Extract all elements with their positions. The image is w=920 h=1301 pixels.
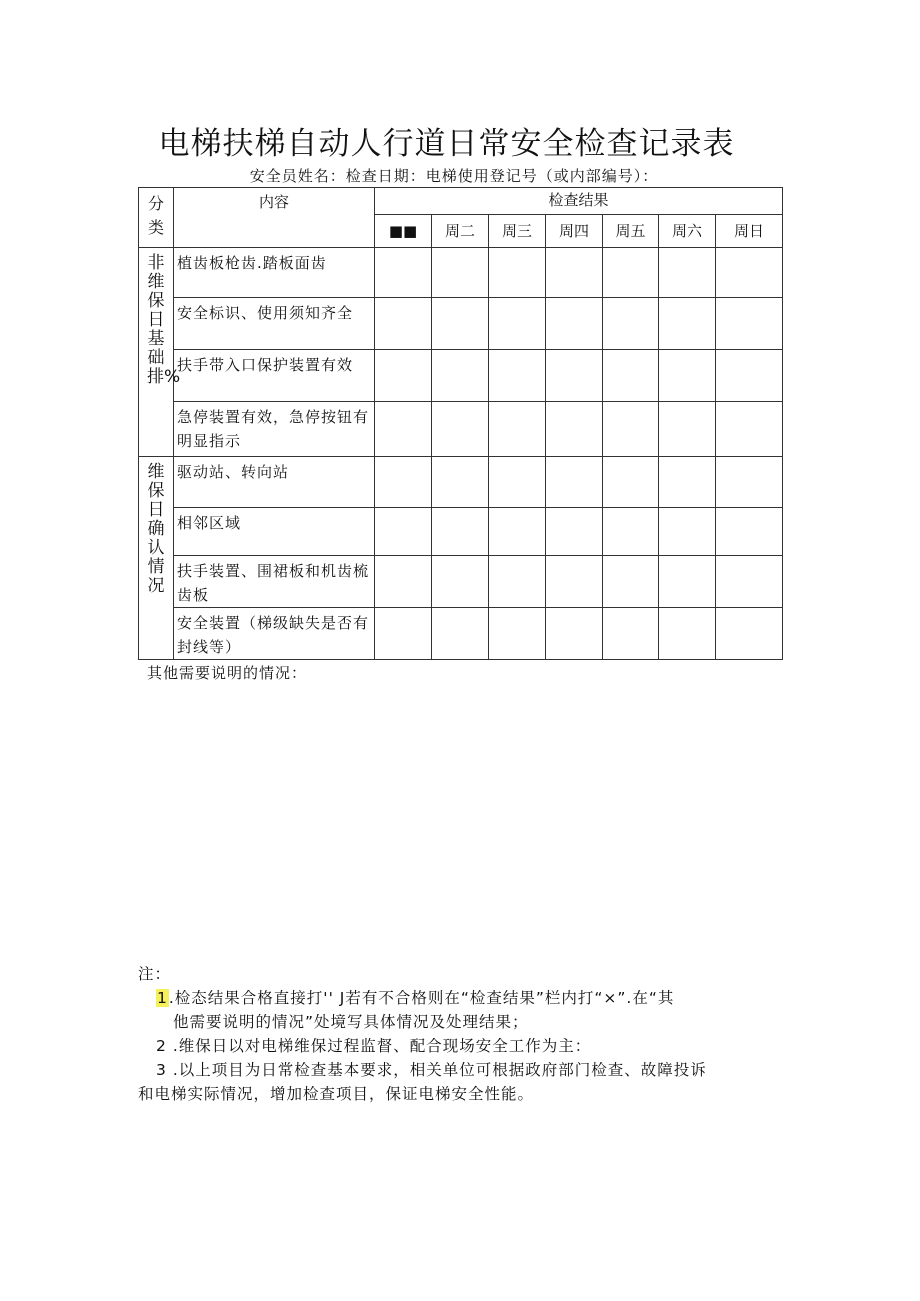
result-cell[interactable]	[489, 248, 546, 298]
day-header: 周二	[432, 215, 489, 248]
check-item: 安全标识、使用须知齐全	[174, 298, 375, 350]
result-cell[interactable]	[546, 248, 603, 298]
category-header: 分类	[139, 188, 174, 248]
day-header: 周三	[489, 215, 546, 248]
note-2-number: 2	[156, 1037, 167, 1055]
result-cell[interactable]	[432, 298, 489, 350]
result-cell[interactable]	[603, 350, 659, 402]
result-cell[interactable]	[716, 457, 783, 508]
day-header: 周六	[659, 215, 716, 248]
result-cell[interactable]	[716, 350, 783, 402]
check-item: 植齿板枪齿.踏板面齿	[174, 248, 375, 298]
result-cell[interactable]	[716, 248, 783, 298]
result-cell[interactable]	[489, 350, 546, 402]
result-cell[interactable]	[432, 608, 489, 660]
check-item: 急停装置有效，急停按钮有明显指示	[174, 402, 375, 457]
result-cell[interactable]	[375, 457, 432, 508]
result-cell[interactable]	[546, 298, 603, 350]
day-header: 周五	[603, 215, 659, 248]
check-item: 相邻区域	[174, 508, 375, 556]
result-cell[interactable]	[603, 608, 659, 660]
note-1-line-b: 他需要说明的情况”处境写具体情况及处理结果；	[173, 1013, 529, 1031]
result-cell[interactable]	[716, 608, 783, 660]
result-cell[interactable]	[432, 457, 489, 508]
content-header: 内容	[174, 188, 375, 248]
note-2-text: .维保日以对电梯维保过程监督、配合现场安全工作为主：	[172, 1037, 592, 1055]
day-header: 周日	[716, 215, 783, 248]
result-cell[interactable]	[659, 608, 716, 660]
notes-section	[138, 962, 788, 1106]
result-cell[interactable]	[603, 508, 659, 556]
result-header: 检查结果	[375, 188, 783, 215]
check-item: 驱动站、转向站	[174, 457, 375, 508]
result-cell[interactable]	[659, 457, 716, 508]
result-cell[interactable]	[489, 402, 546, 457]
note-3-text: .以上项目为日常检查基本要求，相关单位可根据政府部门检查、故障投诉	[172, 1061, 707, 1079]
info-line: 安全员姓名：检查日期：电梯使用登记号（或内部编号）：	[249, 167, 659, 185]
result-cell[interactable]	[546, 402, 603, 457]
inspection-table	[138, 187, 783, 660]
check-item: 安全装置（梯级缺失是否有封线等）	[174, 608, 375, 660]
result-cell[interactable]	[375, 608, 432, 660]
result-cell[interactable]	[659, 402, 716, 457]
result-cell[interactable]	[489, 298, 546, 350]
note-1-text: .检态结果合格直接打'' J若有不合格则在“检查结果”栏内打“×”.在“其	[168, 989, 675, 1007]
other-notes-label: 其他需要说明的情况：	[147, 664, 308, 682]
category-non-maintenance: 非维保日基础排%	[139, 248, 174, 457]
result-cell[interactable]	[489, 457, 546, 508]
note-3-line-b: 和电梯实际情况，增加检查项目，保证电梯安全性能。	[138, 1085, 535, 1103]
result-cell[interactable]	[489, 608, 546, 660]
result-cell[interactable]	[659, 556, 716, 608]
result-cell[interactable]	[489, 556, 546, 608]
result-cell[interactable]	[489, 508, 546, 556]
result-cell[interactable]	[659, 248, 716, 298]
result-cell[interactable]	[659, 508, 716, 556]
result-cell[interactable]	[546, 608, 603, 660]
result-cell[interactable]	[432, 350, 489, 402]
note-1-line-a	[138, 986, 788, 1010]
result-cell[interactable]	[375, 248, 432, 298]
result-cell[interactable]	[716, 402, 783, 457]
check-item: 扶手带入口保护装置有效	[174, 350, 375, 402]
notes-label: 注：	[138, 965, 172, 983]
result-cell[interactable]	[375, 508, 432, 556]
result-cell[interactable]	[603, 298, 659, 350]
note-2	[138, 1034, 788, 1058]
day-header: ■■	[375, 215, 432, 248]
result-cell[interactable]	[375, 350, 432, 402]
category-maintenance: 维保日确认情况	[139, 457, 174, 660]
result-cell[interactable]	[716, 508, 783, 556]
result-cell[interactable]	[716, 298, 783, 350]
result-cell[interactable]	[659, 298, 716, 350]
result-cell[interactable]	[546, 457, 603, 508]
result-cell[interactable]	[546, 556, 603, 608]
result-cell[interactable]	[375, 556, 432, 608]
result-cell[interactable]	[603, 248, 659, 298]
result-cell[interactable]	[375, 402, 432, 457]
result-cell[interactable]	[659, 350, 716, 402]
result-cell[interactable]	[375, 298, 432, 350]
result-cell[interactable]	[603, 556, 659, 608]
result-cell[interactable]	[716, 556, 783, 608]
page-title: 电梯扶梯自动人行道日常安全检查记录表	[158, 126, 735, 162]
result-cell[interactable]	[432, 508, 489, 556]
result-cell[interactable]	[546, 350, 603, 402]
result-cell[interactable]	[603, 457, 659, 508]
result-cell[interactable]	[432, 402, 489, 457]
note-1-number: 1	[157, 989, 168, 1007]
result-cell[interactable]	[432, 248, 489, 298]
result-cell[interactable]	[432, 556, 489, 608]
note-3-line-a	[138, 1058, 788, 1082]
check-item: 扶手装置、围裙板和机齿梳齿板	[174, 556, 375, 608]
note-3-number: 3	[156, 1061, 167, 1079]
day-header: 周四	[546, 215, 603, 248]
result-cell[interactable]	[603, 402, 659, 457]
result-cell[interactable]	[546, 508, 603, 556]
